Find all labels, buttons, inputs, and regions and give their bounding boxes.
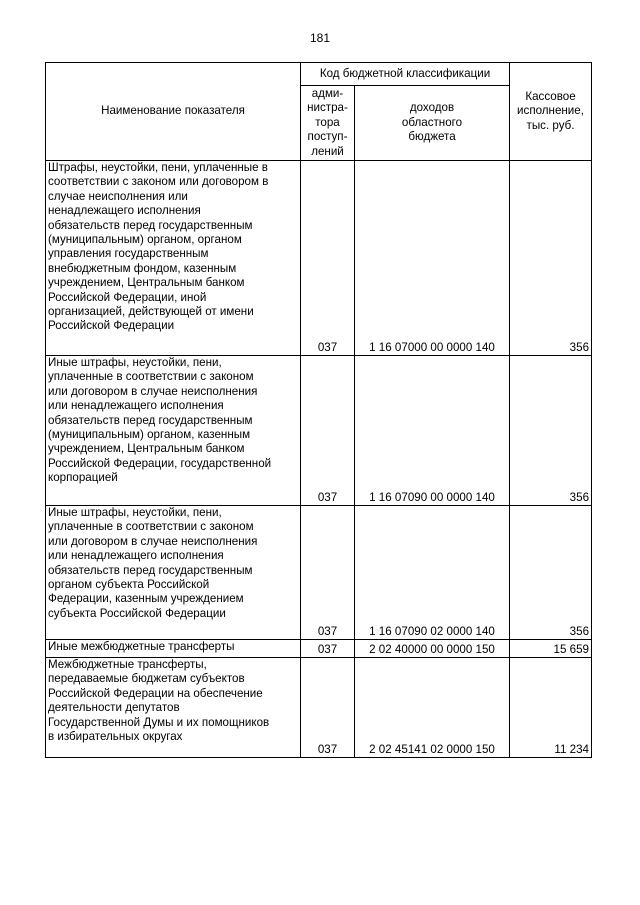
amount-cell: 356 [510, 356, 592, 506]
budget-table [45, 62, 592, 758]
table-row [46, 161, 592, 356]
header-budget-classification-code: Код бюджетной классификации [301, 63, 510, 86]
table-row [46, 658, 592, 758]
revenue-code-cell: 2 02 40000 00 0000 150 [355, 640, 510, 658]
header-cash-execution: Кассовое исполнение, тыс. руб. [510, 63, 592, 161]
header-indicator-name: Наименование показателя [46, 63, 301, 161]
table-row [46, 506, 592, 640]
revenue-code-cell: 1 16 07090 00 0000 140 [355, 356, 510, 506]
table-row [46, 356, 592, 506]
amount-cell: 356 [510, 506, 592, 640]
header-regional-budget-revenue: доходов областного бюджета [355, 86, 510, 161]
admin-code-cell: 037 [301, 640, 355, 658]
admin-code-cell: 037 [301, 658, 355, 758]
admin-code-cell: 037 [301, 506, 355, 640]
indicator-name-cell: Штрафы, неустойки, пени, уплаченные в соответствии с законом или договором в случае неисполнения или ненадлежащего исполнения обязательств перед государственным (муниципальным) органом, органом управления государственным внебюджетным фондом, казенным учреждением, Центральным банком Российской Федерации, иной организацией, действующей от имени Российской Федерации [46, 161, 301, 356]
indicator-name-cell: Иные штрафы, неустойки, пени, уплаченные в соответствии с законом или договором в случае неисполнения или ненадлежащего исполнения обязательств перед государственным (муниципальным) органом, казенным учреждением, Центральным банком Российской Федерации, государственной корпорацией [46, 356, 301, 506]
revenue-code-cell: 2 02 45141 02 0000 150 [355, 658, 510, 758]
amount-cell: 11 234 [510, 658, 592, 758]
table-row [46, 640, 592, 658]
indicator-name-cell: Межбюджетные трансферты, передаваемые бюджетам субъектов Российской Федерации на обеспечение деятельности депутатов Государственной Думы и их помощников в избирательных округах [46, 658, 301, 758]
indicator-name-cell: Иные межбюджетные трансферты [46, 640, 301, 658]
amount-cell: 15 659 [510, 640, 592, 658]
page-number: 181 [309, 31, 331, 45]
indicator-name-cell: Иные штрафы, неустойки, пени, уплаченные в соответствии с законом или договором в случае неисполнения или ненадлежащего исполнения обязательств перед государственным органом субъекта Российской Федерации, казенным учреждением субъекта Российской Федерации [46, 506, 301, 640]
admin-code-cell: 037 [301, 356, 355, 506]
revenue-code-cell: 1 16 07090 02 0000 140 [355, 506, 510, 640]
revenue-code-cell: 1 16 07000 00 0000 140 [355, 161, 510, 356]
header-row-top [46, 63, 592, 86]
amount-cell: 356 [510, 161, 592, 356]
header-revenue-administrator: адми- нистра- тора поступ- лений [301, 86, 355, 161]
admin-code-cell: 037 [301, 161, 355, 356]
